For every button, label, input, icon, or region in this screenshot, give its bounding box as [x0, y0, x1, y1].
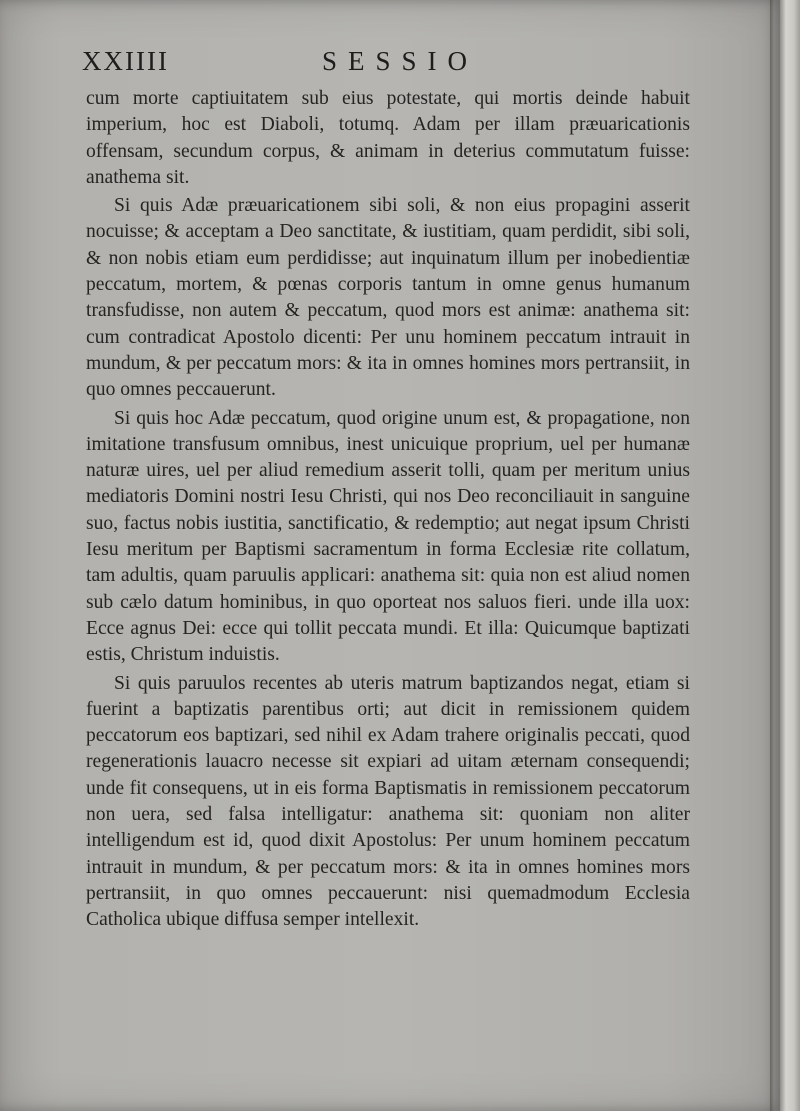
page-gutter-shadow — [770, 0, 774, 1111]
running-head: SESSIO — [322, 46, 479, 76]
paragraph-4: Si quis paruulos recentes ab uteris matrum baptizandos negat, etiam si fuerint a baptizatis parentibus orti; aut dicit in remissionem quidem peccatorum eos baptizari, sed nihil ex Adam trahere originalis peccati, quod regenerationis lauacro necesse sit expiari ad uitam æternam consequendi; unde fit consequens, ut in eis forma Baptismatis in remissionem peccatorum non uera, sed falsa intelligatur: anathema sit: quoniam non aliter intelligendum est id, quod dixit Apostolus: Per unum hominem peccatum intrauit in mundum, & per peccatum mors: & ita in omnes homines mors pertransiit, in quo omnes peccauerunt: nisi quemadmodum Ecclesia Catholica ubique diffusa semper intellexit. — [86, 672, 690, 931]
page-header — [82, 46, 692, 82]
paragraph-2: Si quis Adæ præuaricationem sibi soli, & non eius propagini asserit nocuisse; & acceptam a Deo sanctitate, & iustitiam, quam perdidit, sibi soli, & non nobis etiam eum perdidisse; aut inquinatum illum per inobedientiæ peccatum, mortem, & pœnas corporis tantum in omne genus humanum transfudisse, non autem & peccatum, quod mors est animæ: anathema sit: cum contradicat Apostolo dicenti: Per unu hominem peccatum intrauit in mundum, & per peccatum mors: & ita in omnes homines mors pertransiit, in quo omnes peccauerunt. — [86, 195, 690, 401]
paragraph-1: cum morte captiuitatem sub eius potestate, qui mortis deinde habuit imperium, hoc est Diaboli, totumq. Adam per illam præuaricationis offensam, secundum corpus, & animam in deterius commutatum fuisse: anathema sit. — [86, 88, 690, 188]
folio-number: XXIIII — [82, 46, 169, 76]
paragraph-3: Si quis hoc Adæ peccatum, quod origine unum est, & propagatione, non imitatione transfusum omnibus, inest unicuique proprium, uel per humanæ naturæ uires, uel per aliud remedium asserit tolli, quam per meritum unius mediatoris Domini nostri Iesu Christi, qui nos Deo reconciliauit in sanguine suo, factus nobis iustitia, sanctificatio, & redemptio; aut negat ipsum Christi Iesu meritum per Baptismi sacramentum in forma Ecclesiæ rite collatum, tam adultis, quam paruulis applicari: anathema sit: quia non est aliud nomen sub cælo datum hominibus, in quo oporteat nos saluos fieri. unde illa uox: Ecce agnus Dei: ecce qui tollit peccata mundi. Et illa: Quicumque baptizati estis, Christum induistis. — [86, 407, 690, 666]
page-edge — [780, 0, 800, 1111]
body-text — [86, 86, 690, 936]
